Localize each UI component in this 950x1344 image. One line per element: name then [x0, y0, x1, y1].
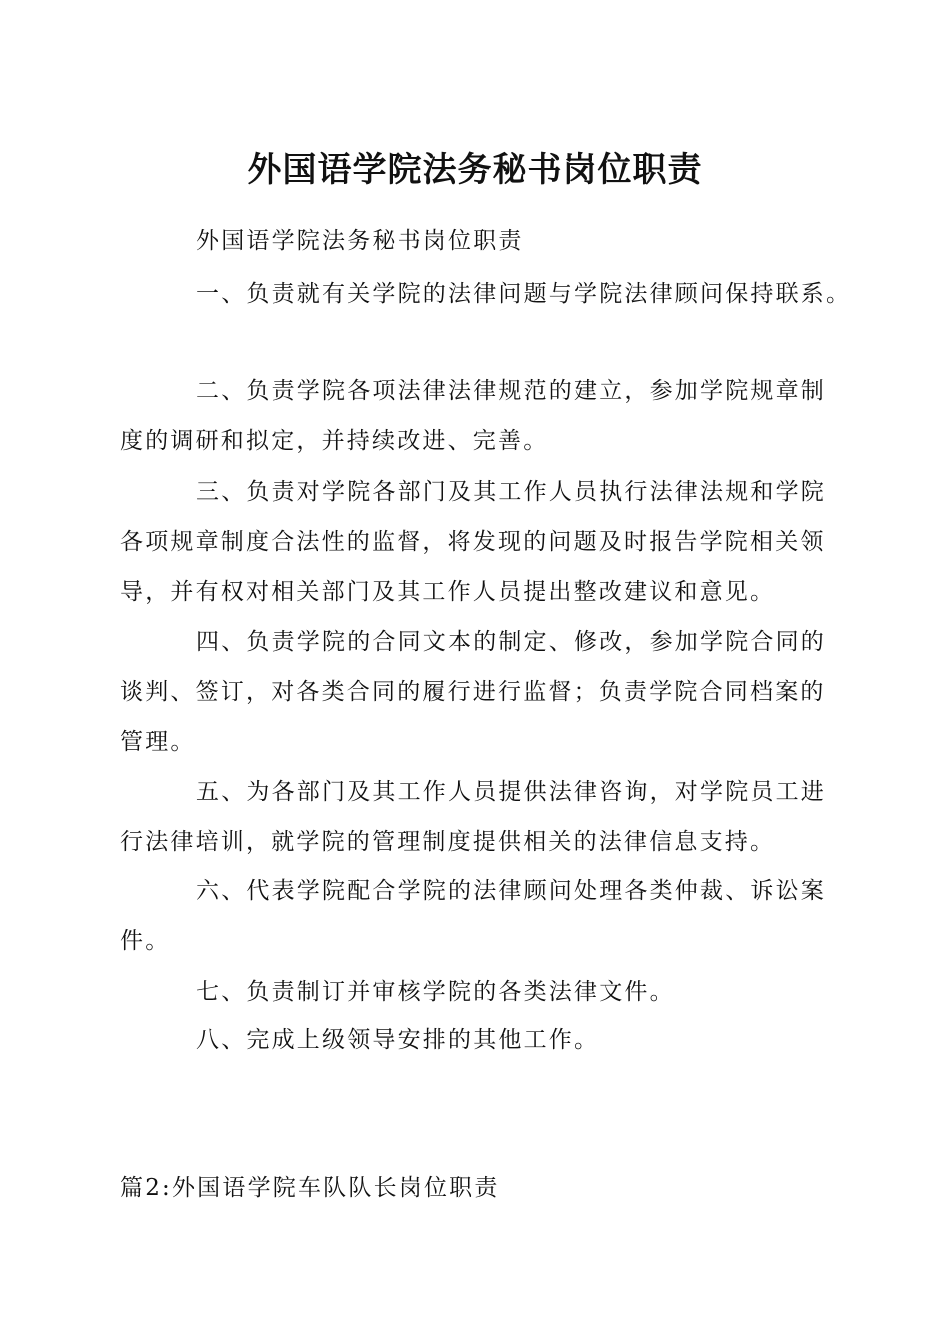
- document-subtitle: 外国语学院法务秘书岗位职责: [196, 228, 524, 254]
- next-section-heading: 篇2:外国语学院车队队长岗位职责: [120, 1175, 500, 1201]
- duty-item-4: 四、负责学院的合同文本的制定、修改，参加学院合同的谈判、签订，对各类合同的履行进行监督；负责学院合同档案的管理。: [120, 629, 826, 755]
- duty-item-5: 五、为各部门及其工作人员提供法律咨询，对学院员工进行法律培训，就学院的管理制度提供相关的法律信息支持。: [120, 779, 826, 855]
- duty-item-1: 一、负责就有关学院的法律问题与学院法律顾问保持联系。: [196, 281, 852, 307]
- duty-item-7: 七、负责制订并审核学院的各类法律文件。: [196, 979, 675, 1005]
- duty-item-8: 八、完成上级领导安排的其他工作。: [196, 1027, 600, 1053]
- document-title: 外国语学院法务秘书岗位职责: [247, 150, 703, 190]
- duty-item-3: 三、负责对学院各部门及其工作人员执行法律法规和学院各项规章制度合法性的监督，将发现的问题及时报告学院相关领导，并有权对相关部门及其工作人员提出整改建议和意见。: [120, 479, 826, 605]
- duty-item-6: 六、代表学院配合学院的法律顾问处理各类仲裁、诉讼案件。: [120, 878, 826, 954]
- duty-item-2: 二、负责学院各项法律法律规范的建立，参加学院规章制度的调研和拟定，并持续改进、完善。: [120, 378, 826, 454]
